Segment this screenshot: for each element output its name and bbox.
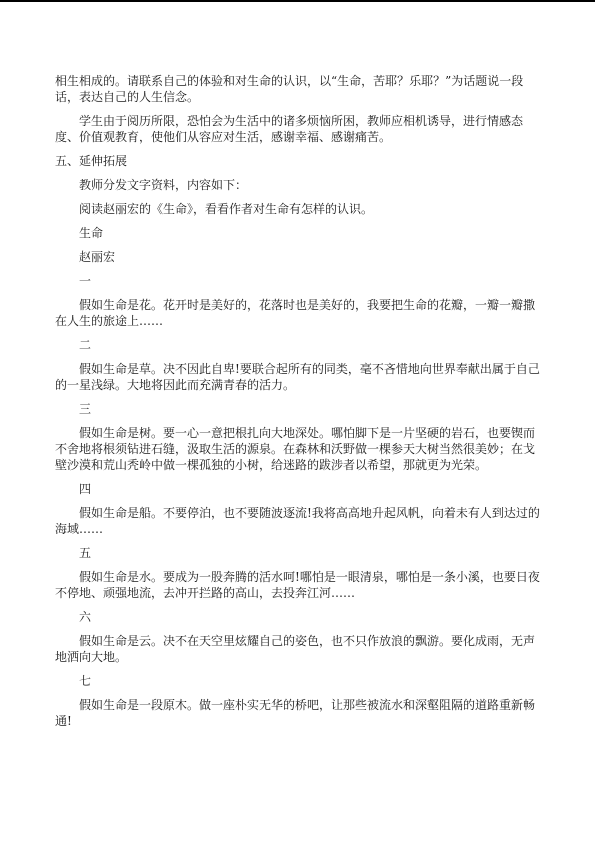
text-line: 假如生命是云。决不在天空里炫耀自己的姿色，也不只作放浪的飘游。要化成雨，无声 <box>79 634 536 648</box>
text-line: 话，表达自己的人生信念。 <box>55 90 200 104</box>
text-line: 假如生命是船。不要停泊，也不要随波逐流!我将高高地升起风帆，向着未有人到达过的 <box>79 506 540 520</box>
text-line: 不停地、顽强地流，去冲开拦路的高山，去投奔江河…… <box>55 586 356 600</box>
text-line: 学生由于阅历所限，恐怕会为生活中的诸多烦恼所困，教师应相机诱导，进行情感态 <box>79 114 524 128</box>
text-line: 相生相成的。请联系自己的体验和对生命的认识，以“生命，苦耶？乐耶？”为话题说一段 <box>55 74 524 88</box>
text-line: 不舍地将根须钻进石缝，汲取生活的源泉。在森林和沃野做一棵参天大树当然很美妙；在戈 <box>55 442 536 456</box>
text-line: 教师分发文字资料，内容如下： <box>79 178 248 192</box>
stanza-number: 二 <box>79 338 92 352</box>
text-line: 阅读赵丽宏的《生命》，看看作者对生命有怎样的认识。 <box>79 202 374 216</box>
text-line: 假如生命是一段原木。做一座朴实无华的桥吧，让那些被流水和深壑阻隔的道路重新畅 <box>79 698 536 712</box>
document-page <box>55 73 540 729</box>
text-line: 假如生命是草。决不因此自卑!要联合起所有的同类，毫不吝惜地向世界奉献出属于自己 <box>79 362 540 376</box>
stanza-number: 五 <box>79 546 92 560</box>
poem-title: 生命 <box>79 226 104 240</box>
text-line: 海域…… <box>55 522 104 536</box>
text-line: 的一星浅绿。大地将因此而充满青春的活力。 <box>55 378 296 392</box>
text-line: 假如生命是花。花开时是美好的，花落时也是美好的，我要把生命的花瓣，一瓣一瓣撒 <box>79 298 536 312</box>
text-line: 度、价值观教育，使他们从容应对生活，感谢幸福、感谢痛苦。 <box>55 130 392 144</box>
stanza-number: 四 <box>79 482 92 496</box>
text-line: 在人生的旅途上…… <box>55 314 164 328</box>
text-line: 地洒向大地。 <box>55 650 128 664</box>
stanza-number: 一 <box>79 274 92 288</box>
text-line: 假如生命是水。要成为一股奔腾的活水呵!哪怕是一眼清泉，哪怕是一条小溪，也要日夜 <box>79 570 540 584</box>
stanza-number: 七 <box>79 674 92 688</box>
top-rule <box>0 0 595 2</box>
text-line: 假如生命是树。要一心一意把根扎向大地深处。哪怕脚下是一片坚硬的岩石，也要锲而 <box>79 426 536 440</box>
stanza-number: 六 <box>79 610 92 624</box>
text-line: 壁沙漠和荒山秃岭中做一棵孤独的小树，给迷路的跋涉者以希望，那就更为光荣。 <box>55 458 488 472</box>
section-heading: 五、延伸拓展 <box>55 154 128 168</box>
poem-author: 赵丽宏 <box>79 250 116 264</box>
stanza-number: 三 <box>79 402 92 416</box>
text-line: 通! <box>55 714 72 728</box>
